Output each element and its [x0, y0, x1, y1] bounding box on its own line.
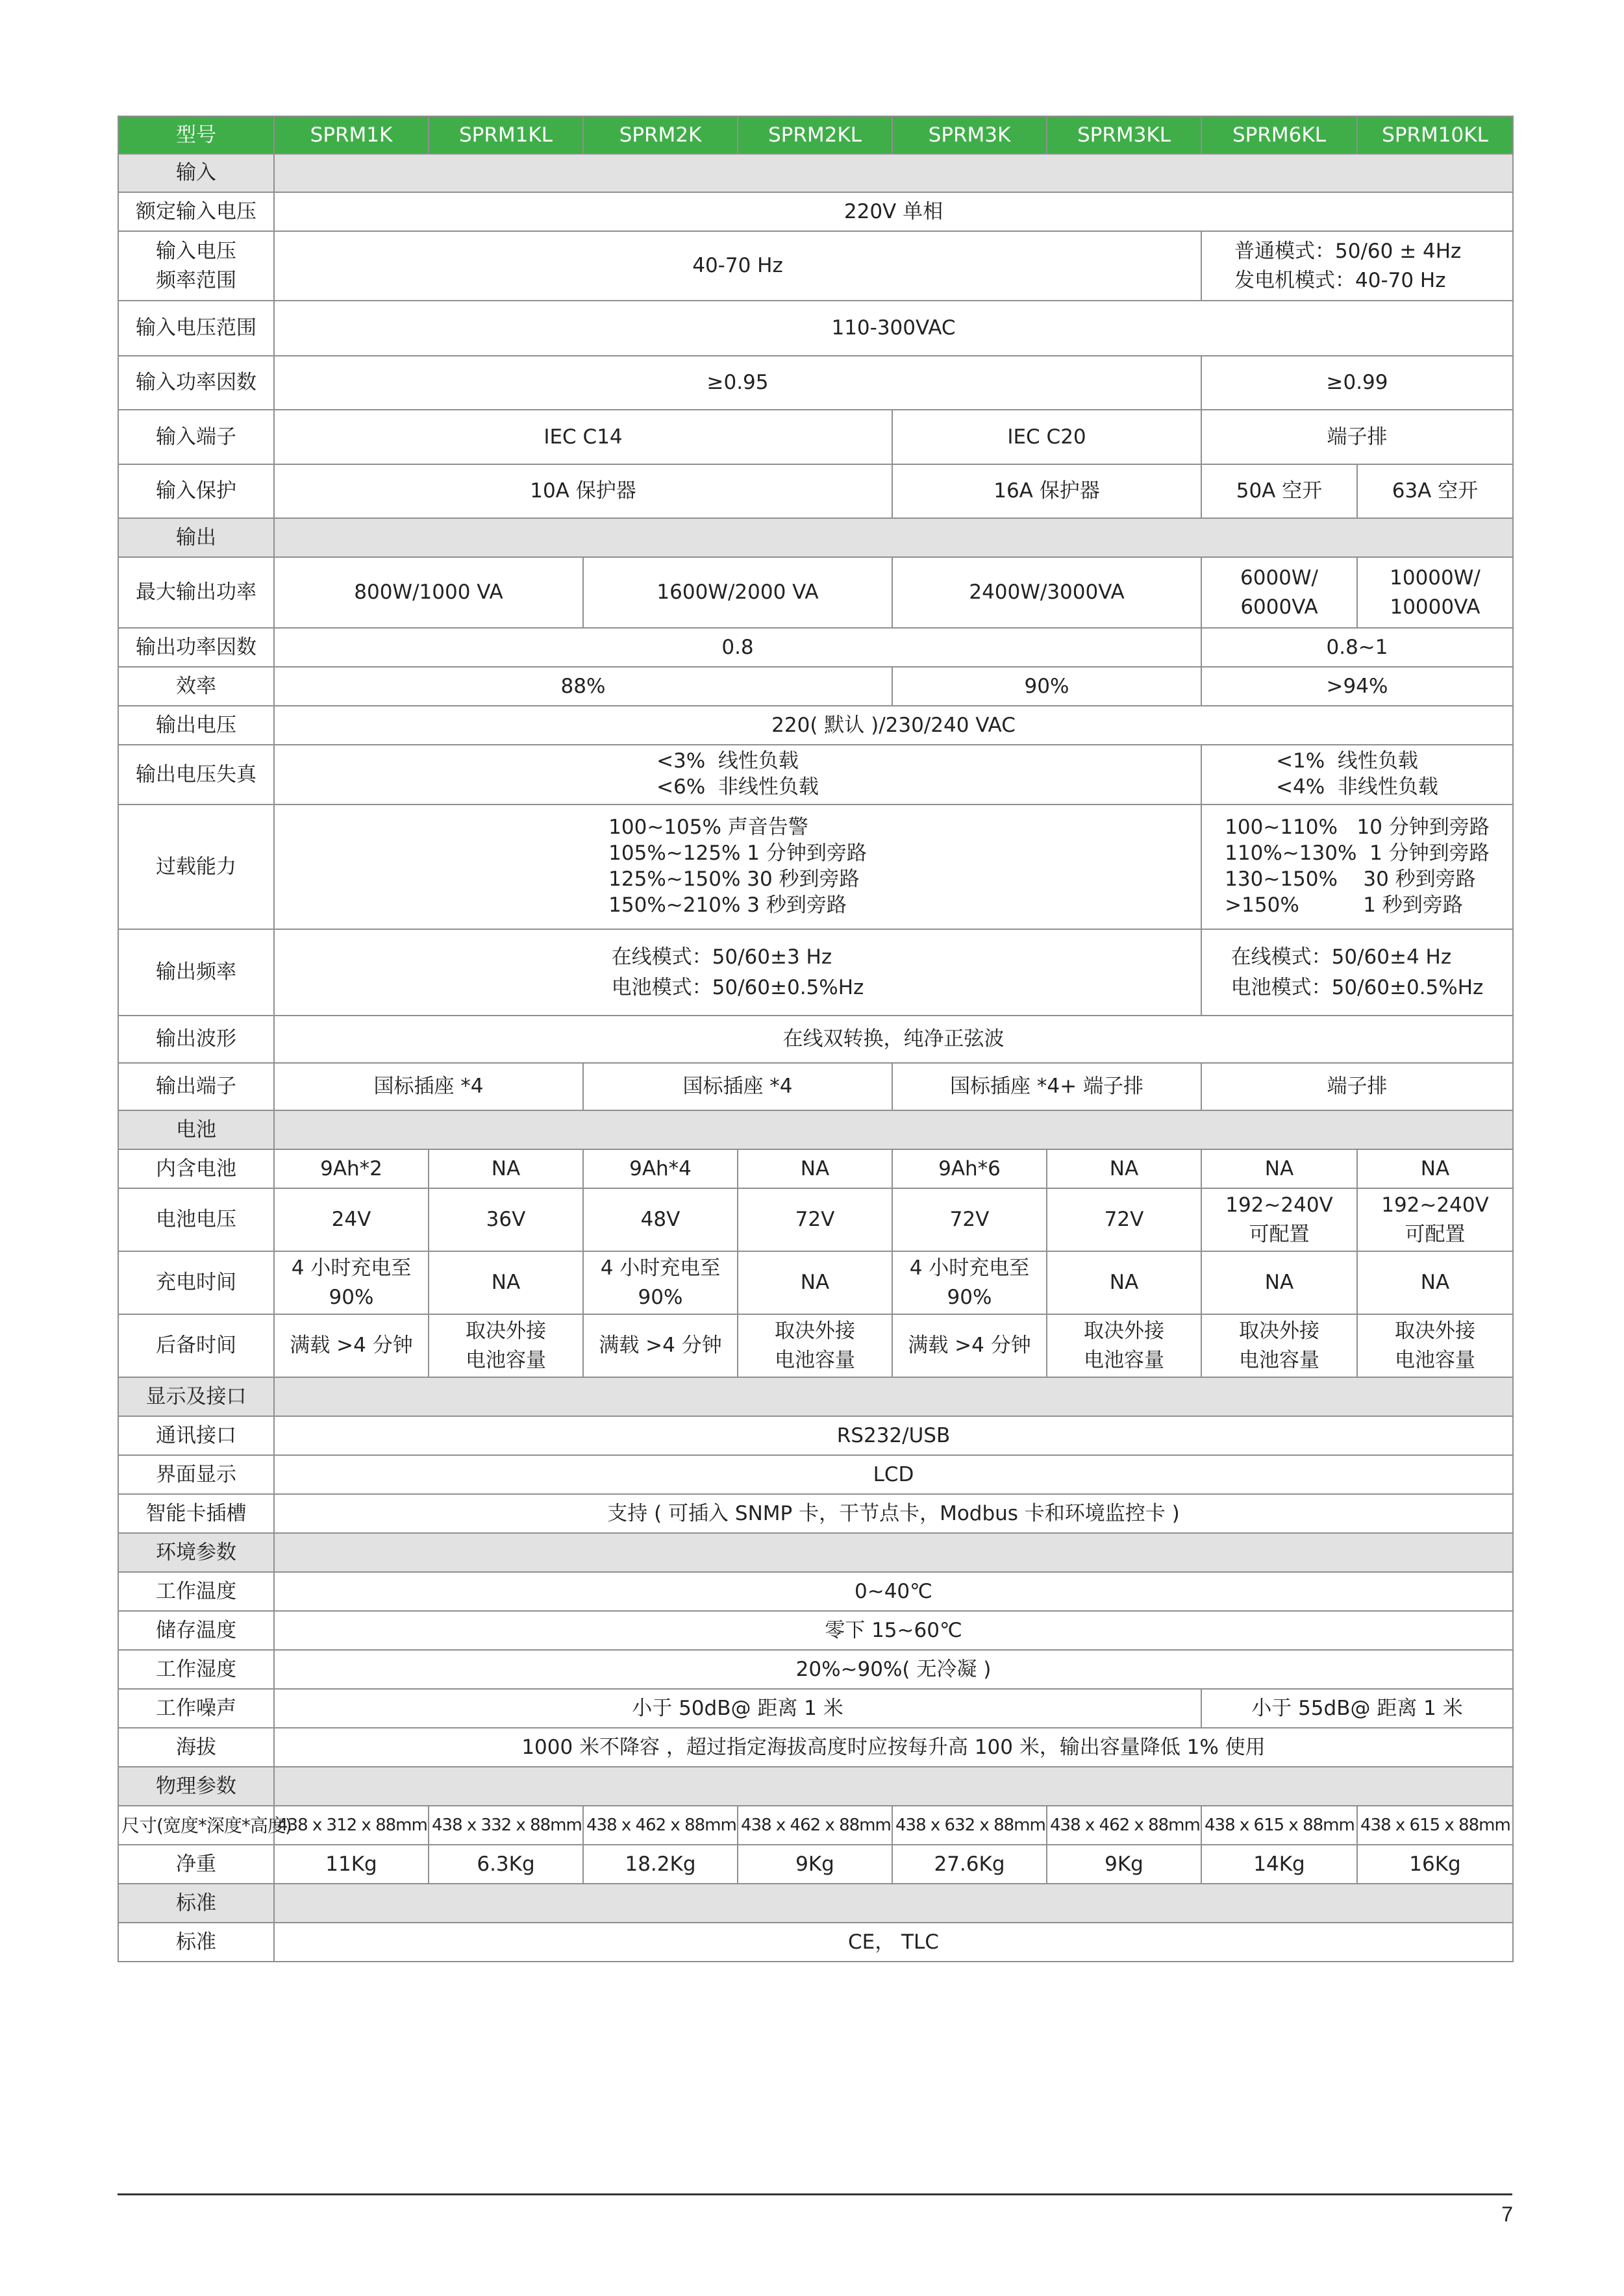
- cell-value: 满载 >4 分钟: [892, 1314, 1047, 1377]
- row-label: 电池电压: [118, 1188, 274, 1251]
- row-work-temp: [118, 1572, 1513, 1611]
- cell-value: NA: [1201, 1251, 1357, 1314]
- cell-value: 满载 >4 分钟: [583, 1314, 738, 1377]
- section-title: 显示及接口: [118, 1377, 274, 1416]
- cell-value: 16Kg: [1357, 1845, 1513, 1884]
- cell-value: 438 x 462 x 88mm: [738, 1806, 892, 1845]
- cell-value: 在线双转换，纯净正弦波: [274, 1016, 1513, 1063]
- row-slot: [118, 1494, 1513, 1533]
- row-label: 输入电压 频率范围: [118, 231, 274, 301]
- model-name: SPRM2K: [583, 116, 738, 154]
- cell-value: 1000 米不降容 ，超过指定海拔高度时应按每升高 100 米，输出容量降低 1% 使用: [274, 1728, 1513, 1767]
- cell-value: 20%~90%( 无冷凝 ): [274, 1650, 1513, 1689]
- cell-value: 0.8: [274, 628, 1201, 667]
- cell-value: <1% 线性负载 <4% 非线性负载: [1276, 749, 1438, 799]
- row-label: 充电时间: [118, 1251, 274, 1314]
- model-name: SPRM1KL: [429, 116, 583, 154]
- cell-value: 9Kg: [738, 1845, 892, 1884]
- cell-value: 端子排: [1201, 410, 1513, 464]
- cell-value: 0~40℃: [274, 1572, 1513, 1611]
- cell-value: 取决外接 电池容量: [1047, 1314, 1201, 1377]
- cell-value: 438 x 462 x 88mm: [583, 1806, 738, 1845]
- cell-value: ≥0.95: [274, 356, 1201, 410]
- cell-value: 小于 55dB@ 距离 1 米: [1201, 1689, 1513, 1728]
- section-title: 环境参数: [118, 1533, 274, 1572]
- cell-value: 220( 默认 )/230/240 VAC: [274, 706, 1513, 745]
- row-label: 工作噪声: [118, 1689, 274, 1728]
- row-label: 智能卡插槽: [118, 1494, 274, 1533]
- model-label: 型号: [118, 116, 274, 154]
- cell-value: 取决外接 电池容量: [429, 1314, 583, 1377]
- section-title: 输出: [118, 518, 274, 557]
- cell-value: 438 x 462 x 88mm: [1047, 1806, 1201, 1845]
- cell-value: NA: [1201, 1149, 1357, 1188]
- cell-value: 支持 ( 可插入 SNMP 卡，干节点卡，Modbus 卡和环境监控卡 ): [274, 1494, 1513, 1533]
- cell-value: 24V: [274, 1188, 429, 1251]
- row-charge-time: [118, 1251, 1513, 1314]
- cell-value: 取决外接 电池容量: [1201, 1314, 1357, 1377]
- row-battery-voltage: [118, 1188, 1513, 1251]
- cell-value: 27.6Kg: [892, 1845, 1047, 1884]
- section-row-standard: [118, 1884, 1513, 1923]
- cell-value: 9Ah*6: [892, 1149, 1047, 1188]
- row-screen: [118, 1455, 1513, 1494]
- section-row-physical: [118, 1767, 1513, 1806]
- row-rated-voltage: [118, 192, 1513, 231]
- row-input-protection: [118, 464, 1513, 518]
- cell-value: 110-300VAC: [274, 301, 1513, 356]
- model-name: SPRM2KL: [738, 116, 892, 154]
- row-label: 输入端子: [118, 410, 274, 464]
- cell-value: 4 小时充电至 90%: [892, 1251, 1047, 1314]
- cell-value: 端子排: [1201, 1063, 1513, 1110]
- cell-value: NA: [1357, 1251, 1513, 1314]
- row-label: 海拔: [118, 1728, 274, 1767]
- row-output-frequency: [118, 929, 1513, 1016]
- cell-value: 14Kg: [1201, 1845, 1357, 1884]
- cell-value: RS232/USB: [274, 1416, 1513, 1455]
- cell-value: 6000W/ 6000VA: [1201, 557, 1357, 628]
- cell-value: >94%: [1201, 667, 1513, 706]
- cell-value: NA: [738, 1251, 892, 1314]
- cell-value: 10A 保护器: [274, 464, 892, 518]
- row-weight: [118, 1845, 1513, 1884]
- cell-value: 438 x 615 x 88mm: [1201, 1806, 1357, 1845]
- section-title: 物理参数: [118, 1767, 274, 1806]
- cell-value: 16A 保护器: [892, 464, 1201, 518]
- cell-value: 72V: [738, 1188, 892, 1251]
- cell-value: NA: [429, 1251, 583, 1314]
- row-label: 工作湿度: [118, 1650, 274, 1689]
- row-label: 储存温度: [118, 1611, 274, 1650]
- row-dimensions: [118, 1806, 1513, 1845]
- row-max-power: [118, 557, 1513, 628]
- row-label: 效率: [118, 667, 274, 706]
- cell-value: NA: [1047, 1149, 1201, 1188]
- row-input-power-factor: [118, 356, 1513, 410]
- section-title: 输入: [118, 154, 274, 192]
- cell-value: 普通模式：50/60 ± 4Hz 发电机模式：40-70 Hz: [1201, 231, 1513, 301]
- row-label: 尺寸(宽度*深度*高度): [118, 1806, 274, 1845]
- row-comm: [118, 1416, 1513, 1455]
- cell-value: IEC C14: [274, 410, 892, 464]
- cell-value: 9Ah*4: [583, 1149, 738, 1188]
- row-label: 标准: [118, 1923, 274, 1962]
- row-voltage-range: [118, 301, 1513, 356]
- cell-value: 18.2Kg: [583, 1845, 738, 1884]
- cell-value: 63A 空开: [1357, 464, 1513, 518]
- model-name: SPRM6KL: [1201, 116, 1357, 154]
- cell-value: 6.3Kg: [429, 1845, 583, 1884]
- cell-value: 192~240V 可配置: [1201, 1188, 1357, 1251]
- row-label: 最大输出功率: [118, 557, 274, 628]
- cell-value: ≥0.99: [1201, 356, 1513, 410]
- cell-value: 438 x 332 x 88mm: [429, 1806, 583, 1845]
- cell-value: 36V: [429, 1188, 583, 1251]
- row-humidity: [118, 1650, 1513, 1689]
- row-standard: [118, 1923, 1513, 1962]
- cell-value: IEC C20: [892, 410, 1201, 464]
- cell-value: 满载 >4 分钟: [274, 1314, 429, 1377]
- cell-value: 0.8~1: [1201, 628, 1513, 667]
- row-label: 输出端子: [118, 1063, 274, 1110]
- row-label: 净重: [118, 1845, 274, 1884]
- cell-value: 4 小时充电至 90%: [274, 1251, 429, 1314]
- row-internal-battery: [118, 1149, 1513, 1188]
- cell-value: 零下 15~60℃: [274, 1611, 1513, 1650]
- cell-value: 220V 单相: [274, 192, 1513, 231]
- section-row-output: [118, 518, 1513, 557]
- row-freq-range: [118, 231, 1513, 301]
- cell-value: 88%: [274, 667, 892, 706]
- row-label: 输出频率: [118, 929, 274, 1016]
- row-label: 通讯接口: [118, 1416, 274, 1455]
- footer-rule: [118, 2193, 1512, 2195]
- row-storage-temp: [118, 1611, 1513, 1650]
- cell-value: 取决外接 电池容量: [1357, 1314, 1513, 1377]
- row-output-voltage: [118, 706, 1513, 745]
- cell-value: LCD: [274, 1455, 1513, 1494]
- row-label: 工作温度: [118, 1572, 274, 1611]
- cell-value: 72V: [1047, 1188, 1201, 1251]
- cell-value: 在线模式：50/60±3 Hz 电池模式：50/60±0.5%Hz: [611, 945, 864, 999]
- cell-value: 438 x 615 x 88mm: [1357, 1806, 1513, 1845]
- spec-table: [118, 116, 1514, 1962]
- cell-value: 9Kg: [1047, 1845, 1201, 1884]
- cell-value: NA: [1357, 1149, 1513, 1188]
- cell-value: CE， TLC: [274, 1923, 1513, 1962]
- row-label: 输出功率因数: [118, 628, 274, 667]
- cell-value: 国标插座 *4+ 端子排: [892, 1063, 1201, 1110]
- cell-value: 9Ah*2: [274, 1149, 429, 1188]
- row-label: 额定输入电压: [118, 192, 274, 231]
- cell-value: 40-70 Hz: [274, 231, 1201, 301]
- row-label: 后备时间: [118, 1314, 274, 1377]
- row-altitude: [118, 1728, 1513, 1767]
- row-input-terminal: [118, 410, 1513, 464]
- row-label: 输入保护: [118, 464, 274, 518]
- row-output-power-factor: [118, 628, 1513, 667]
- cell-value: 50A 空开: [1201, 464, 1357, 518]
- section-title: 标准: [118, 1884, 274, 1923]
- model-name: SPRM10KL: [1357, 116, 1513, 154]
- row-label: 界面显示: [118, 1455, 274, 1494]
- row-label: 输出波形: [118, 1016, 274, 1063]
- cell-value: 2400W/3000VA: [892, 557, 1201, 628]
- row-backup-time: [118, 1314, 1513, 1377]
- section-row-environment: [118, 1533, 1513, 1572]
- cell-value: 72V: [892, 1188, 1047, 1251]
- cell-value: 小于 50dB@ 距离 1 米: [274, 1689, 1201, 1728]
- row-efficiency: [118, 667, 1513, 706]
- cell-value: 438 x 312 x 88mm: [274, 1806, 429, 1845]
- cell-value: NA: [429, 1149, 583, 1188]
- model-name: SPRM1K: [274, 116, 429, 154]
- cell-value: <3% 线性负载 <6% 非线性负载: [656, 749, 819, 799]
- header-row: [118, 116, 1513, 154]
- cell-value: 800W/1000 VA: [274, 557, 583, 628]
- row-label: 输出电压: [118, 706, 274, 745]
- model-name: SPRM3KL: [1047, 116, 1201, 154]
- cell-value: 10000W/ 10000VA: [1357, 557, 1513, 628]
- row-overload: [118, 805, 1513, 929]
- cell-value: 100~110% 10 分钟到旁路 110%~130% 1 分钟到旁路 130~150% 30 秒到旁路 >150% 1 秒到旁路: [1225, 815, 1490, 917]
- cell-value: 在线模式：50/60±4 Hz 电池模式：50/60±0.5%Hz: [1230, 945, 1484, 999]
- cell-value: NA: [738, 1149, 892, 1188]
- section-row-input: [118, 154, 1513, 192]
- cell-value: 192~240V 可配置: [1357, 1188, 1513, 1251]
- row-label: 输入电压范围: [118, 301, 274, 356]
- model-name: SPRM3K: [892, 116, 1047, 154]
- row-noise: [118, 1689, 1513, 1728]
- row-distortion: [118, 745, 1513, 805]
- section-row-display: [118, 1377, 1513, 1416]
- row-label: 输出电压失真: [118, 745, 274, 805]
- cell-value: 国标插座 *4: [274, 1063, 583, 1110]
- cell-value: 438 x 632 x 88mm: [892, 1806, 1047, 1845]
- cell-value: 1600W/2000 VA: [583, 557, 892, 628]
- cell-value: 国标插座 *4: [583, 1063, 892, 1110]
- cell-value: 48V: [583, 1188, 738, 1251]
- row-output-terminal: [118, 1063, 1513, 1110]
- cell-value: 取决外接 电池容量: [738, 1314, 892, 1377]
- cell-value: 11Kg: [274, 1845, 429, 1884]
- row-label: 过载能力: [118, 805, 274, 929]
- cell-value: NA: [1047, 1251, 1201, 1314]
- page-number: 7: [1501, 2202, 1513, 2226]
- row-waveform: [118, 1016, 1513, 1063]
- section-row-battery: [118, 1110, 1513, 1149]
- section-title: 电池: [118, 1110, 274, 1149]
- row-label: 输入功率因数: [118, 356, 274, 410]
- cell-value: 100~105% 声音告警 105%~125% 1 分钟到旁路 125%~150% 30 秒到旁路 150%~210% 3 秒到旁路: [608, 815, 867, 917]
- row-label: 内含电池: [118, 1149, 274, 1188]
- cell-value: 90%: [892, 667, 1201, 706]
- cell-value: 4 小时充电至 90%: [583, 1251, 738, 1314]
